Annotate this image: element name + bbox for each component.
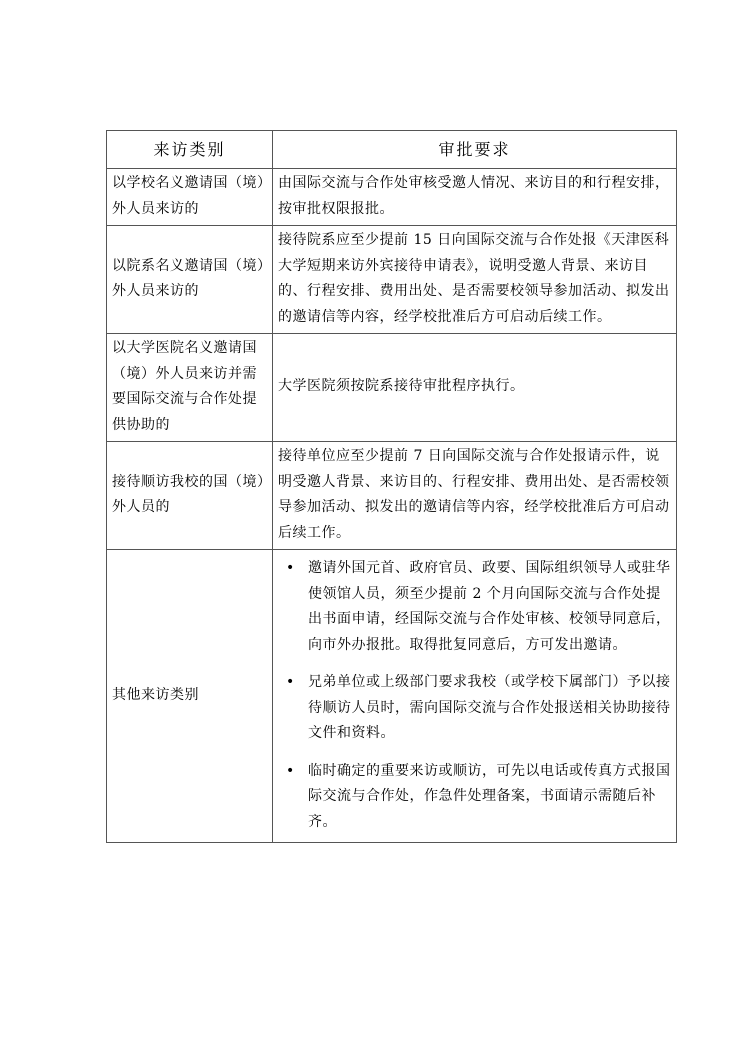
list-item-text: 兄弟单位或上级部门要求我校（或学校下属部门）予以接待顺访人员时，需向国际交流与合作处报送相关协助接待文件和资料。 [308, 674, 671, 741]
row-requirement-list [273, 550, 677, 843]
header-category: 来访类别 [107, 131, 273, 169]
row-category: 其他来访类别 [107, 550, 273, 843]
row-category: 以院系名义邀请国（境）外人员来访的 [107, 226, 273, 334]
bullet-list [278, 556, 672, 835]
table-row [107, 169, 677, 226]
table-row [107, 550, 677, 843]
row-requirement: 接待院系应至少提前 15 日向国际交流与合作处报《天津医科大学短期来访外宾接待申请表》，说明受邀人背景、来访目的、行程安排、费用出处、是否需要校领导参加活动、拟发出的邀请信等内容，经学校批准后方可启动后续工作。 [273, 226, 677, 334]
list-item-text: 邀请外国元首、政府官员、政要、国际组织领导人或驻华使领馆人员，须至少提前 2 个月向国际交流与合作处提出书面申请，经国际交流与合作处审核、校领导同意后，向市外办报批。取得批复同意后，方可发出邀请。 [308, 560, 671, 653]
approval-table [106, 130, 677, 843]
list-item [278, 759, 672, 836]
row-category: 以学校名义邀请国（境）外人员来访的 [107, 169, 273, 226]
list-item [278, 670, 672, 747]
row-requirement: 大学医院须按院系接待审批程序执行。 [273, 334, 677, 442]
table-row [107, 334, 677, 442]
bullet-icon: • [286, 674, 295, 690]
list-item-text: 临时确定的重要来访或顺访，可先以电话或传真方式报国际交流与合作处，作急件处理备案，书面请示需随后补齐。 [308, 762, 671, 830]
table-row [107, 226, 677, 334]
row-category: 接待顺访我校的国（境）外人员的 [107, 442, 273, 550]
row-requirement: 由国际交流与合作处审核受邀人情况、来访目的和行程安排，按审批权限报批。 [273, 169, 677, 226]
list-item [278, 556, 672, 658]
header-requirement: 审批要求 [273, 131, 677, 169]
row-requirement: 接待单位应至少提前 7 日向国际交流与合作处报请示件，说明受邀人背景、来访目的、行程安排、费用出处、是否需校领导参加活动、拟发出的邀请信等内容，经学校批准后方可启动后续工作。 [273, 442, 677, 550]
table-row [107, 442, 677, 550]
bullet-icon: • [286, 560, 295, 576]
table-header-row [107, 131, 677, 169]
bullet-icon: • [286, 762, 295, 779]
row-category: 以大学医院名义邀请国（境）外人员来访并需要国际交流与合作处提供协助的 [107, 334, 273, 442]
